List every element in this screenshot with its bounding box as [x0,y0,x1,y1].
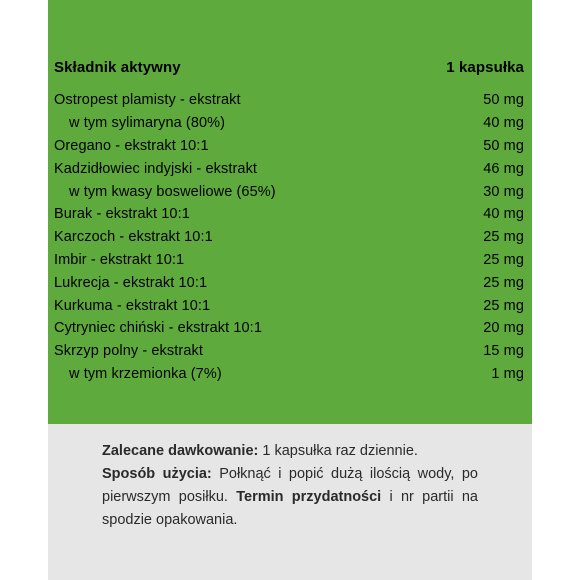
dosage-label: Zalecane dawkowanie: [102,443,259,459]
table-row [54,317,524,340]
ingredient-name: Karczoch - ekstrakt 10:1 [54,229,213,246]
ingredient-value: 46 mg [483,160,524,177]
ingredient-value: 40 mg [483,115,524,132]
ingredient-value: 20 mg [483,320,524,337]
ingredient-name: Lukrecja - ekstrakt 10:1 [54,274,208,291]
table-row [54,112,524,135]
ingredient-value: 25 mg [483,251,524,268]
ingredient-name: Kurkuma - ekstrakt 10:1 [54,297,211,314]
ingredient-value: 25 mg [483,297,524,314]
ingredient-value: 25 mg [483,274,524,291]
dose-column-header: 1 kapsułka [446,58,524,76]
ingredient-value: 40 mg [483,206,524,223]
ingredient-name: Skrzyp polny - ekstrakt [54,343,203,360]
usage-info-panel [48,424,532,580]
table-row [54,89,524,112]
ingredient-column-header: Składnik aktywny [54,58,181,76]
ingredient-name: Imbir - ekstrakt 10:1 [54,251,185,268]
usage-paragraph [102,463,478,532]
expiry-label: Termin przydatności [236,489,382,505]
table-row [54,363,524,386]
ingredient-name: Cytryniec chiński - ekstrakt 10:1 [54,320,262,337]
ingredient-value: 25 mg [483,229,524,246]
ingredient-name: Burak - ekstrakt 10:1 [54,206,190,223]
ingredients-table [54,89,524,385]
table-row [54,294,524,317]
table-row [54,203,524,226]
table-header [54,56,524,78]
ingredient-name: w tym sylimaryna (80%) [69,115,226,132]
table-row [54,249,524,272]
table-row [54,180,524,203]
usage-info [102,440,478,532]
ingredient-name: Oregano - ekstrakt 10:1 [54,137,209,154]
ingredient-value: 50 mg [483,92,524,109]
table-row [54,271,524,294]
usage-label: Sposób użycia: [102,466,212,482]
dosage-text: 1 kapsułka raz dziennie. [258,443,418,459]
ingredient-name: w tym kwasy bosweliowe (65%) [69,183,276,200]
ingredient-name: Ostropest plamisty - ekstrakt [54,92,241,109]
table-row [54,135,524,158]
ingredient-name: w tym krzemionka (7%) [69,365,222,382]
ingredient-value: 50 mg [483,137,524,154]
ingredient-name: Kadzidłowiec indyjski - ekstrakt [54,160,258,177]
ingredient-value: 1 mg [491,365,524,382]
table-row [54,340,524,363]
dosage-paragraph [102,440,478,463]
ingredient-value: 30 mg [483,183,524,200]
ingredient-value: 15 mg [483,343,524,360]
usage-text: Połknąć i popić dużą ilością wody, po pierwszym posiłku. [102,466,478,505]
expiry-text: i nr partii na spodzie opakowania. [102,489,478,528]
table-row [54,226,524,249]
table-row [54,157,524,180]
